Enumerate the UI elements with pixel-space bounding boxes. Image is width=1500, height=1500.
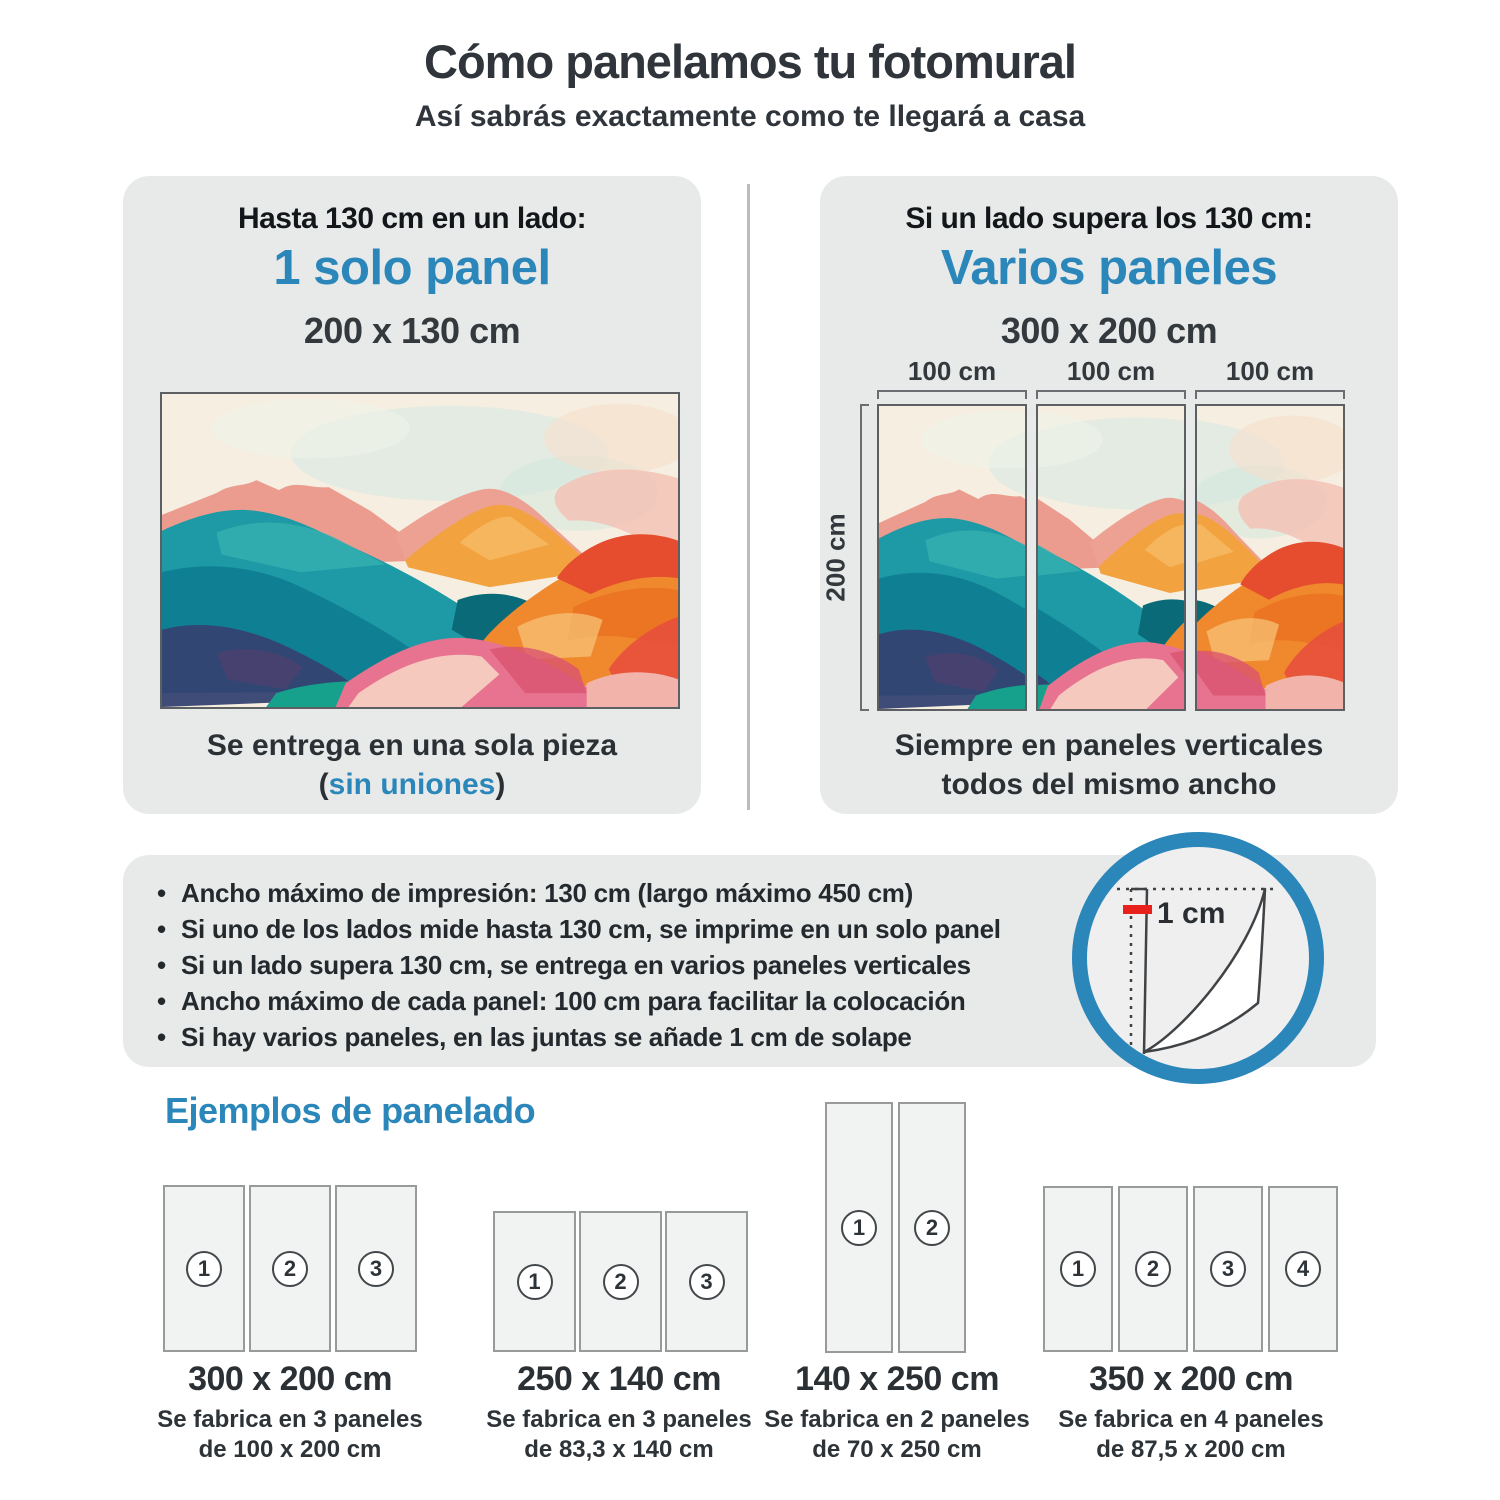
single-panel-result: 1 solo panel [273, 241, 551, 295]
multi-panel-result: Varios paneles [940, 241, 1278, 295]
panel-diagram [825, 1102, 893, 1353]
panel-number-badge: 1 [841, 1210, 877, 1246]
example-desc-line1: Se fabrica en 2 paneles [764, 1406, 1030, 1433]
example-3-panels [825, 1102, 966, 1353]
panel-number-badge: 2 [272, 1251, 308, 1287]
single-panel-condition: Hasta 130 cm en un lado: [237, 202, 587, 235]
panel-diagram [493, 1211, 576, 1352]
example-4-panels [1043, 1186, 1338, 1352]
panel-diagram [665, 1211, 748, 1352]
single-panel-caption [123, 726, 701, 804]
panel-width-label-1: 100 cm [907, 356, 997, 386]
overlap-detail-icon [1072, 832, 1324, 1084]
example-description [130, 1405, 450, 1465]
panel-diagram [163, 1185, 245, 1352]
multi-panel-condition: Si un lado supera los 130 cm: [905, 202, 1313, 235]
example-size: 250 x 140 cm [517, 1360, 721, 1398]
panel-diagram [335, 1185, 417, 1352]
paren-close: ) [495, 768, 506, 801]
panel-number-badge: 1 [1060, 1251, 1096, 1287]
example-2-caption [459, 1360, 779, 1465]
panel-number-badge: 2 [914, 1210, 950, 1246]
panel-diagram [1193, 1186, 1263, 1352]
mural-panel-slice-2 [1036, 404, 1186, 711]
example-desc-line2: de 70 x 250 cm [812, 1436, 982, 1463]
examples-heading: Ejemplos de panelado [165, 1090, 536, 1131]
multi-panel-card [820, 176, 1398, 814]
example-2-panels [493, 1211, 748, 1352]
overlap-measure-label: 1 cm [1157, 897, 1226, 930]
single-panel-mural-image [160, 392, 680, 709]
single-panel-dimensions: 200 x 130 cm [303, 310, 521, 351]
cards-divider [747, 184, 750, 810]
width-measure-bracket-1 [877, 390, 1027, 399]
multi-panel-caption-line2: todos del mismo ancho [941, 768, 1277, 801]
example-description [1031, 1405, 1351, 1465]
panel-width-label-2: 100 cm [1066, 356, 1156, 386]
rule-item: • Ancho máximo de impresión: 130 cm (largo máximo 450 cm) [155, 875, 1115, 911]
page-subtitle: Así sabrás exactamente como te llegará a casa [414, 100, 1086, 133]
single-panel-card [123, 176, 701, 814]
width-measure-bracket-2 [1036, 390, 1186, 399]
panel-height-label: 200 cm [820, 513, 851, 602]
mural-panel-slice-3 [1195, 404, 1345, 711]
example-size: 350 x 200 cm [1089, 1360, 1293, 1398]
page-title: Cómo panelamos tu fotomural [424, 35, 1076, 88]
multi-panel-dimensions: 300 x 200 cm [1000, 310, 1218, 351]
example-1-caption [130, 1360, 450, 1465]
example-size: 140 x 250 cm [795, 1360, 999, 1398]
example-1-panels [163, 1185, 417, 1352]
page-peel-icon [1087, 847, 1309, 1069]
example-4-caption [1031, 1360, 1351, 1465]
single-panel-caption-highlight: sin uniones [328, 768, 496, 801]
example-size: 300 x 200 cm [188, 1360, 392, 1398]
example-description [737, 1405, 1057, 1465]
panel-number-badge: 4 [1285, 1251, 1321, 1287]
panel-diagram [579, 1211, 662, 1352]
width-measure-bracket-3 [1195, 390, 1345, 399]
example-desc-line2: de 87,5 x 200 cm [1096, 1436, 1286, 1463]
example-description [459, 1405, 779, 1465]
panel-number-badge: 2 [603, 1264, 639, 1300]
example-desc-line2: de 83,3 x 140 cm [524, 1436, 714, 1463]
panel-number-badge: 1 [186, 1251, 222, 1287]
panel-diagram [1268, 1186, 1338, 1352]
height-measure-bracket [860, 404, 869, 711]
rule-item: • Si un lado supera 130 cm, se entrega en varios paneles verticales [155, 947, 1115, 983]
single-panel-caption-line1: Se entrega en una sola pieza [206, 729, 618, 762]
panel-diagram [1043, 1186, 1113, 1352]
multi-panel-caption [820, 726, 1398, 804]
rule-item: • Si uno de los lados mide hasta 130 cm, se imprime en un solo panel [155, 911, 1115, 947]
panel-number-badge: 1 [517, 1264, 553, 1300]
example-desc-line1: Se fabrica en 3 paneles [157, 1406, 423, 1433]
example-desc-line1: Se fabrica en 3 paneles [486, 1406, 752, 1433]
panel-diagram [898, 1102, 966, 1353]
rule-item: • Si hay varios paneles, en las juntas se añade 1 cm de solape [155, 1019, 1115, 1055]
panel-diagram [1118, 1186, 1188, 1352]
example-3-caption [737, 1360, 1057, 1465]
rule-item: • Ancho máximo de cada panel: 100 cm para facilitar la colocación [155, 983, 1115, 1019]
paren-open: ( [318, 768, 329, 801]
panel-number-badge: 3 [358, 1251, 394, 1287]
panel-height-label-wrap [816, 404, 856, 711]
example-desc-line2: de 100 x 200 cm [198, 1436, 382, 1463]
panel-number-badge: 3 [689, 1264, 725, 1300]
mural-panel-slice-1 [877, 404, 1027, 711]
example-desc-line1: Se fabrica en 4 paneles [1058, 1406, 1324, 1433]
rules-list [155, 875, 1115, 1055]
panel-diagram [249, 1185, 331, 1352]
panel-width-label-3: 100 cm [1225, 356, 1315, 386]
panel-number-badge: 2 [1135, 1251, 1171, 1287]
panel-number-badge: 3 [1210, 1251, 1246, 1287]
multi-panel-caption-line1: Siempre en paneles verticales [894, 729, 1324, 762]
